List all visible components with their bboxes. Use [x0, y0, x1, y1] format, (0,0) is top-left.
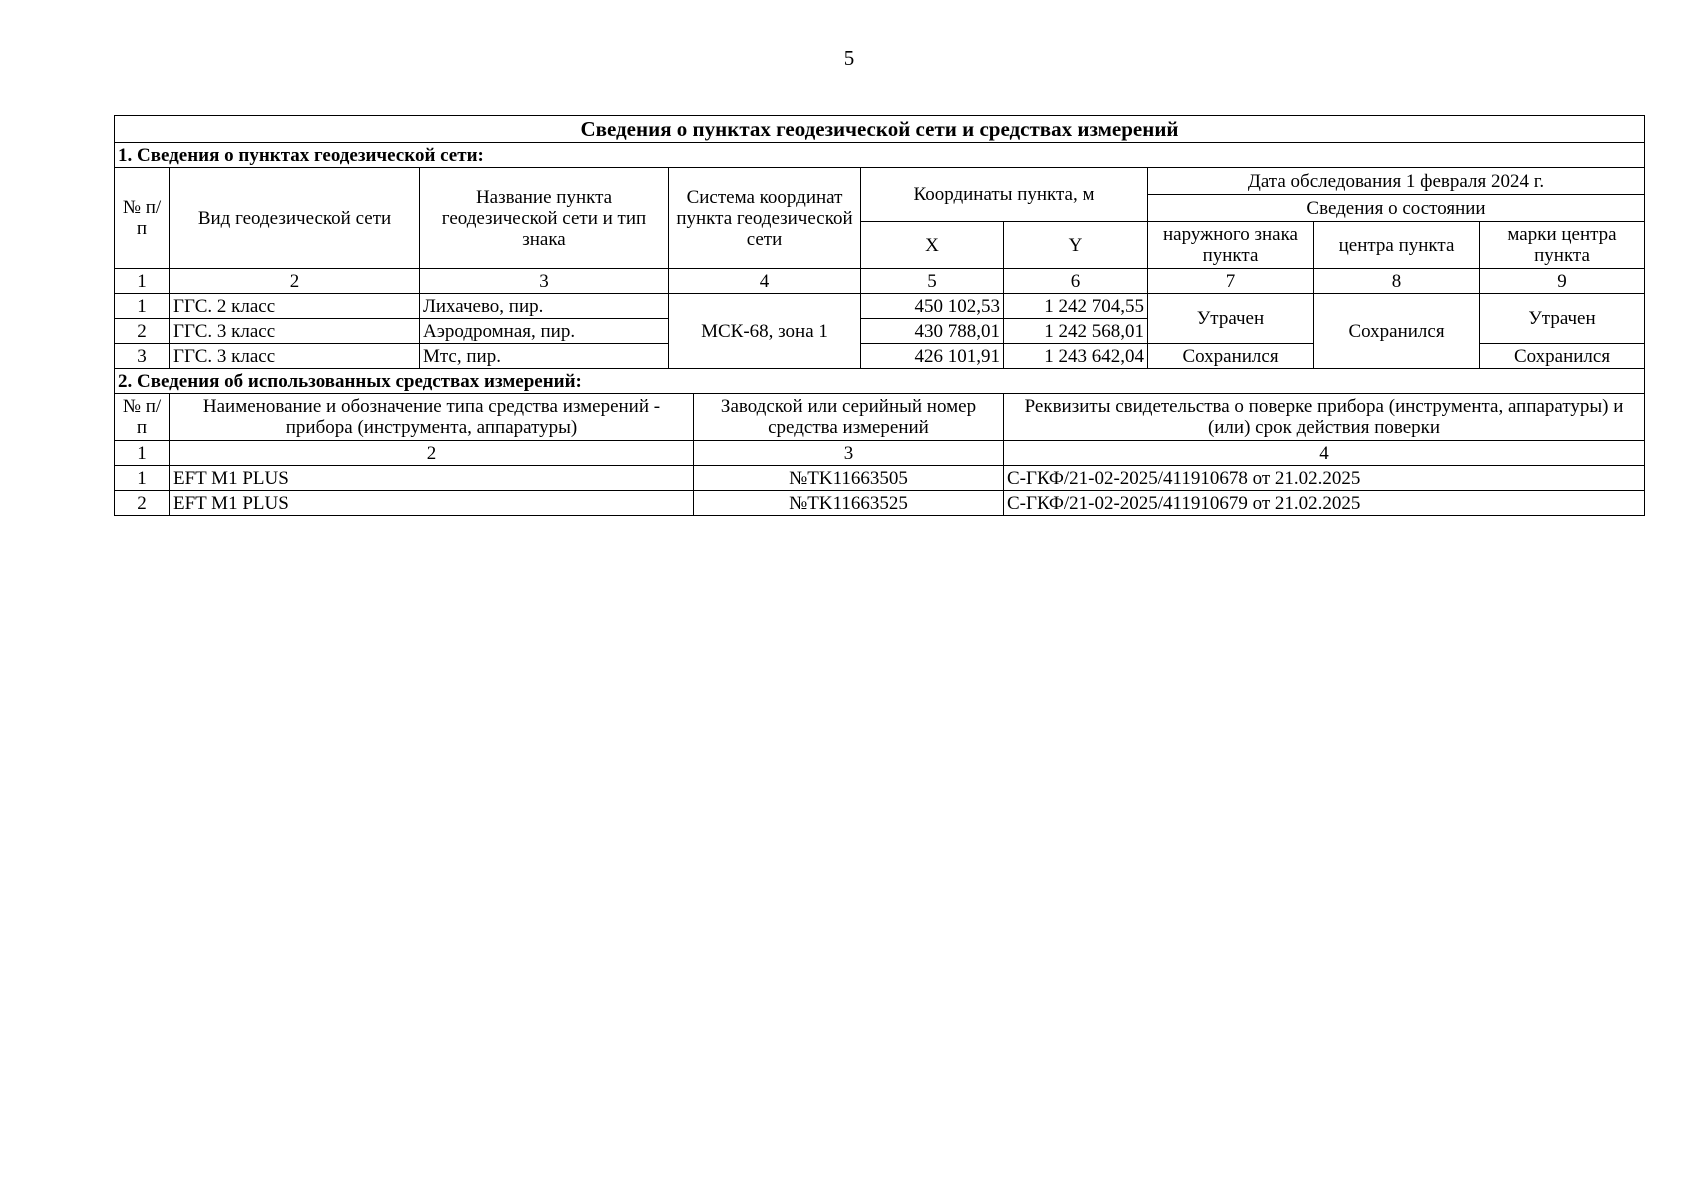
- outer-sign-status: Сохранился: [1148, 344, 1314, 369]
- header-survey-date: Дата обследования 1 февраля 2024 г.: [1148, 168, 1645, 195]
- center-status: Сохранился: [1314, 294, 1480, 369]
- col-number: 4: [1004, 441, 1645, 466]
- col-number: 3: [694, 441, 1004, 466]
- table-title-row: [115, 116, 1645, 143]
- row-network: ГГС. 3 класс: [170, 344, 420, 369]
- s2-header-instrument: Наименование и обозначение типа средства измерений - прибора (инструмента, аппаратуры): [170, 394, 694, 441]
- row-y: 1 242 568,01: [1004, 319, 1148, 344]
- s2-row-num: 1: [115, 466, 170, 491]
- s2-row-num: 2: [115, 491, 170, 516]
- row-network: ГГС. 2 класс: [170, 294, 420, 319]
- s2-row-certificate: С-ГКФ/21-02-2025/411910678 от 21.02.2025: [1004, 466, 1645, 491]
- s2-row-serial: №TK11663525: [694, 491, 1004, 516]
- s2-header-serial: Заводской или серийный номер средства измерений: [694, 394, 1004, 441]
- s2-row-instrument: EFT M1 PLUS: [170, 491, 694, 516]
- section2-header-row: [115, 394, 1645, 441]
- row-point-name: Лихачево, пир.: [420, 294, 669, 319]
- center-mark-status: Утрачен: [1480, 294, 1645, 344]
- section2-col-numbers-row: [115, 441, 1645, 466]
- col-number: 4: [669, 269, 861, 294]
- table-row: [115, 294, 1645, 319]
- row-x: 426 101,91: [861, 344, 1004, 369]
- header-num: № п/п: [115, 168, 170, 269]
- header-center: центра пункта: [1314, 222, 1480, 269]
- s2-row-certificate: С-ГКФ/21-02-2025/411910679 от 21.02.2025: [1004, 491, 1645, 516]
- header-coords: Координаты пункта, м: [861, 168, 1148, 222]
- geodetic-info-table: [114, 115, 1645, 516]
- col-number: 1: [115, 269, 170, 294]
- col-number: 9: [1480, 269, 1645, 294]
- table-row: [115, 466, 1645, 491]
- col-number: 7: [1148, 269, 1314, 294]
- row-num: 2: [115, 319, 170, 344]
- col-number: 5: [861, 269, 1004, 294]
- section1-header-row-1: [115, 168, 1645, 195]
- col-number: 8: [1314, 269, 1480, 294]
- center-mark-status: Сохранился: [1480, 344, 1645, 369]
- coord-system-value: МСК-68, зона 1: [669, 294, 861, 369]
- row-point-name: Аэродромная, пир.: [420, 319, 669, 344]
- page-number: 5: [843, 46, 855, 70]
- row-y: 1 242 704,55: [1004, 294, 1148, 319]
- outer-sign-status: Утрачен: [1148, 294, 1314, 344]
- header-condition: Сведения о состоянии: [1148, 195, 1645, 222]
- row-num: 1: [115, 294, 170, 319]
- col-number: 2: [170, 269, 420, 294]
- table-row: [115, 491, 1645, 516]
- table-title: Сведения о пунктах геодезической сети и средствах измерений: [115, 116, 1645, 143]
- header-coord-system: Система координат пункта геодезической сети: [669, 168, 861, 269]
- row-num: 3: [115, 344, 170, 369]
- row-point-name: Мтс, пир.: [420, 344, 669, 369]
- col-number: 1: [115, 441, 170, 466]
- header-center-mark: марки центра пункта: [1480, 222, 1645, 269]
- s2-row-serial: №TK11663505: [694, 466, 1004, 491]
- header-outer-sign: наружного знака пункта: [1148, 222, 1314, 269]
- header-point-name: Название пункта геодезической сети и тип знака: [420, 168, 669, 269]
- row-network: ГГС. 3 класс: [170, 319, 420, 344]
- s2-header-certificate: Реквизиты свидетельства о поверке прибора (инструмента, аппаратуры) и (или) срок действия поверки: [1004, 394, 1645, 441]
- header-y: Y: [1004, 222, 1148, 269]
- header-network-type: Вид геодезической сети: [170, 168, 420, 269]
- section1-col-numbers-row: [115, 269, 1645, 294]
- col-number: 3: [420, 269, 669, 294]
- section2-heading-row: [115, 369, 1645, 394]
- row-y: 1 243 642,04: [1004, 344, 1148, 369]
- section2-heading: 2. Сведения об использованных средствах измерений:: [115, 369, 1645, 394]
- col-number: 6: [1004, 269, 1148, 294]
- s2-row-instrument: EFT M1 PLUS: [170, 466, 694, 491]
- header-x: X: [861, 222, 1004, 269]
- s2-header-num: № п/п: [115, 394, 170, 441]
- col-number: 2: [170, 441, 694, 466]
- row-x: 430 788,01: [861, 319, 1004, 344]
- row-x: 450 102,53: [861, 294, 1004, 319]
- section1-heading-row: [115, 143, 1645, 168]
- section1-heading: 1. Сведения о пунктах геодезической сети:: [115, 143, 1645, 168]
